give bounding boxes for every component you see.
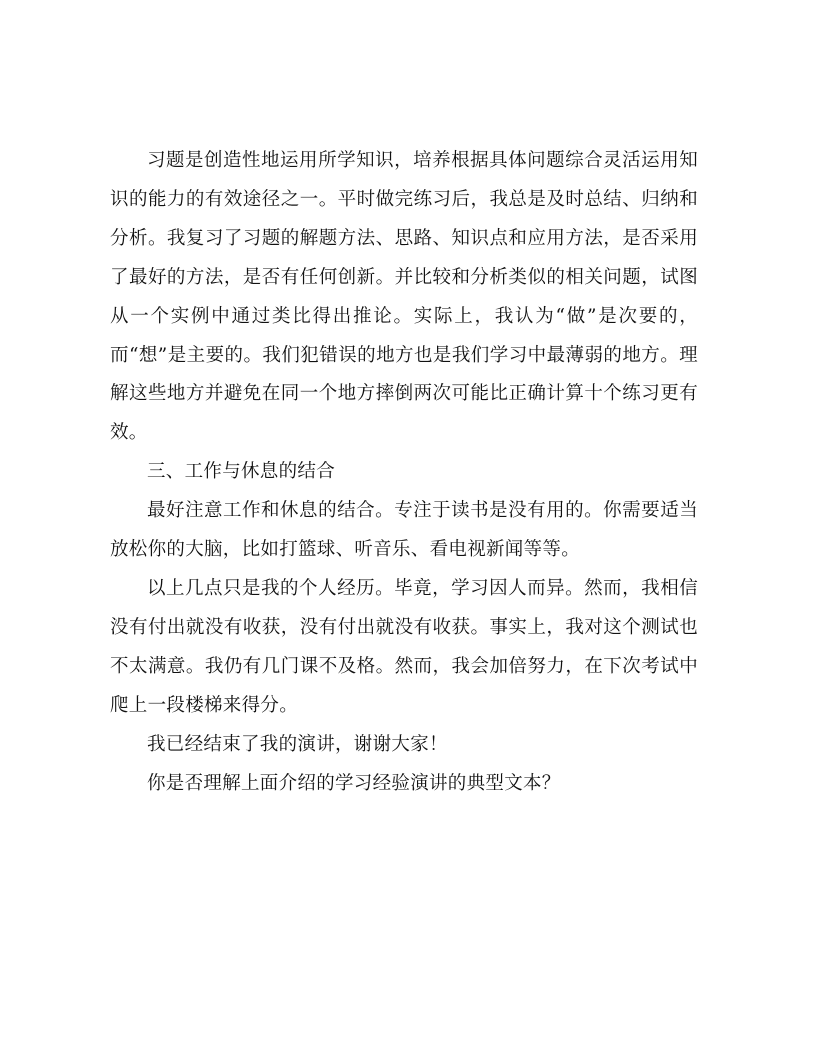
paragraph-question: 你是否理解上面介绍的学习经验演讲的典型文本？ bbox=[147, 772, 561, 794]
paragraph-exercises: 习题是创造性地运用所学知识，培养根据具体问题综合灵活运用知识的能力的有效途径之一。平时做完练习后，我总是及时总结、归纳和分析。我复习了习题的解题方法、思路、知识点和应用方法，是否采用了最好的方法，是否有任何创新。并比较和分析类似的相关问题，试图从一个实例中通过类比得出推论。实际上，我认为“做”是次要的，而“想”是主要的。我们犯错误的地方也是我们学习中最薄弱的地方。理解这些地方并避免在同一个地方摔倒两次可能比正确计算十个练习更有效。 bbox=[110, 150, 698, 444]
document-body bbox=[110, 142, 698, 803]
paragraph-work-rest: 最好注意工作和休息的结合。专注于读书是没有用的。你需要适当放松你的大脑，比如打篮球、听音乐、看电视新闻等等。 bbox=[110, 500, 698, 561]
paragraph-personal-experience: 以上几点只是我的个人经历。毕竟，学习因人而异。然而，我相信没有付出就没有收获，没有付出就没有收获。事实上，我对这个测试也不太满意。我仍有几门课不及格。然而，我会加倍努力，在下次考试中爬上一段楼梯来得分。 bbox=[110, 577, 698, 716]
paragraph-closing: 我已经结束了我的演讲，谢谢大家！ bbox=[147, 733, 448, 755]
section-heading-work-rest: 三、工作与休息的结合 bbox=[147, 461, 336, 483]
